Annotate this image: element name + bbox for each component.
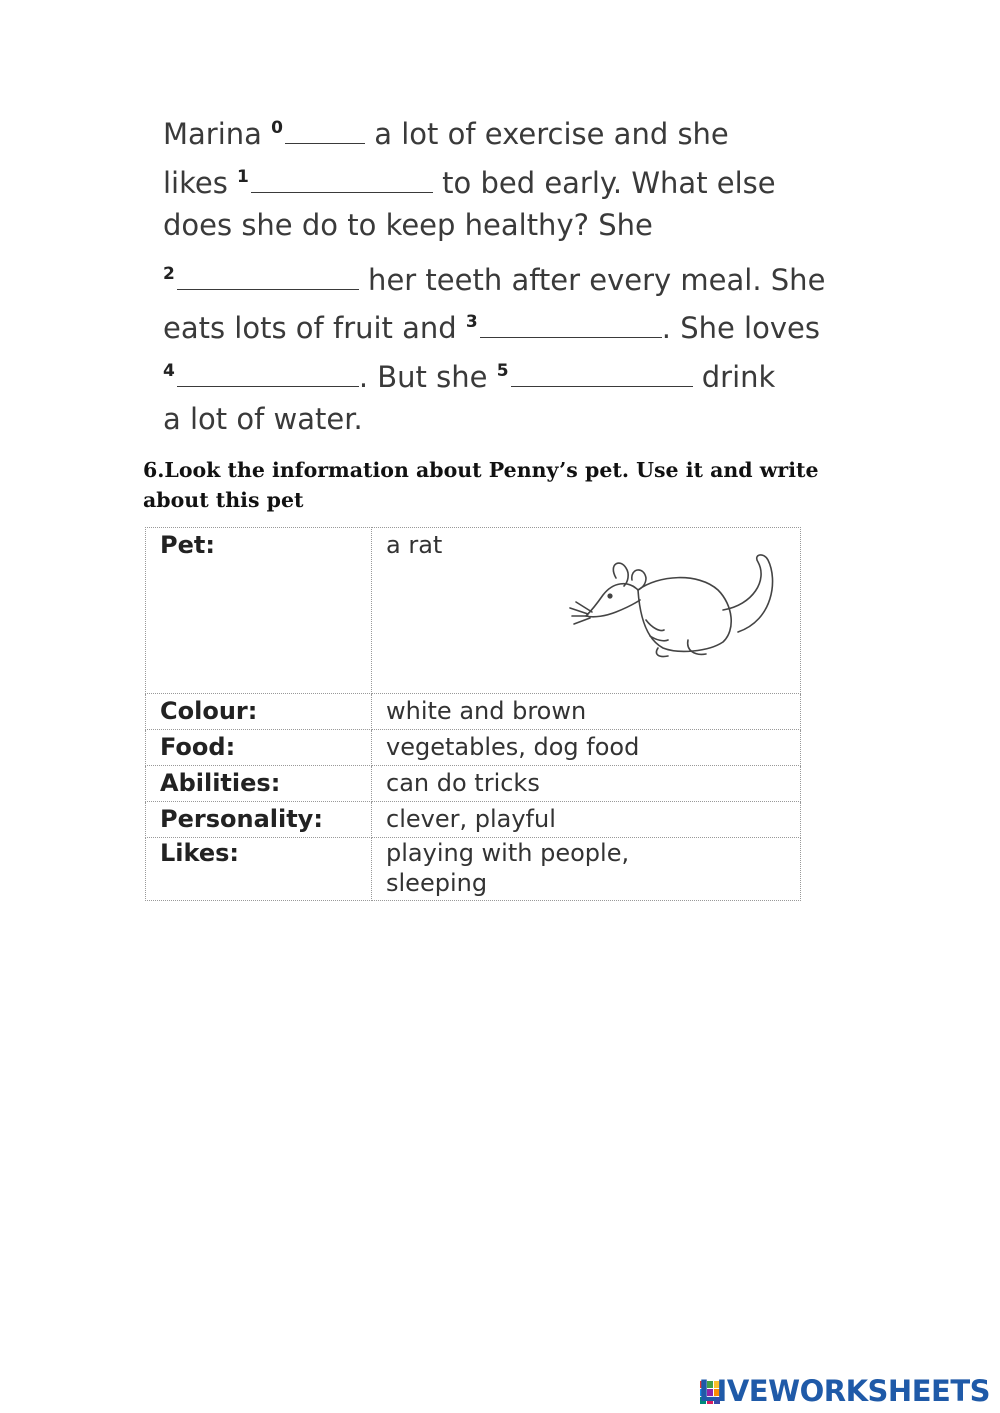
answer-blank-3[interactable] [480,315,662,338]
passage-line-2 [163,153,863,202]
blank-number: 1 [237,166,249,187]
row-value: can do tricks [372,766,801,802]
passage-text: . But she [358,359,497,394]
blank-number: 5 [496,360,509,381]
passage-line-3 [163,201,863,250]
passage-line-7 [163,395,863,444]
passage-text: her teeth after every meal. She [358,262,826,297]
table-row [146,730,801,766]
table-row [146,694,801,730]
blank-number: 2 [163,263,175,284]
passage-text: . She loves [661,311,820,345]
question-heading: 6.Look the information about Penny’s pet. Use it and write about this pet [143,458,819,512]
answer-blank-5[interactable] [511,364,693,387]
passage-line-5 [163,298,863,347]
passage-text: drink [692,359,776,394]
row-value: white and brown [372,694,801,730]
row-value: vegetables, dog food [372,730,801,766]
row-label: Abilities: [146,766,372,802]
row-label: Likes: [146,838,372,901]
blank-number: 3 [465,312,478,332]
answer-blank-4[interactable] [177,364,359,387]
table-row [146,766,801,802]
answer-blank-0[interactable] [285,121,365,144]
table-row [146,838,801,901]
passage-text: a lot of water. [163,402,363,436]
row-value: clever, playful [372,802,801,838]
blank-number: 4 [163,360,175,381]
passage-line-4 [163,250,863,299]
row-label: Food: [146,730,372,766]
row-label: Personality: [146,802,372,838]
row-value-line: sleeping [386,869,488,897]
answer-blank-2[interactable] [177,267,359,290]
passage-text: does she do to keep healthy? She [163,208,653,242]
passage-line-1 [163,104,863,153]
passage-text: likes [163,165,238,200]
passage-line-6 [163,347,863,396]
row-label: Pet: [146,528,372,694]
row-value [372,838,801,901]
rat-icon [568,550,804,662]
row-value: a rat [372,528,801,694]
fill-in-passage [163,104,863,444]
answer-blank-1[interactable] [251,170,433,193]
blank-number: 0 [271,118,283,138]
liveworksheets-brand[interactable]: LIVEWORKSHEETS [698,1374,990,1408]
passage-text: to bed early. What else [432,165,776,200]
row-label: Colour: [146,694,372,730]
passage-text: a lot of exercise and she [365,117,729,151]
table-row [146,802,801,838]
row-value-line: playing with people, [386,839,630,867]
passage-text: eats lots of fruit and [163,311,466,345]
passage-text: Marina [163,117,272,151]
